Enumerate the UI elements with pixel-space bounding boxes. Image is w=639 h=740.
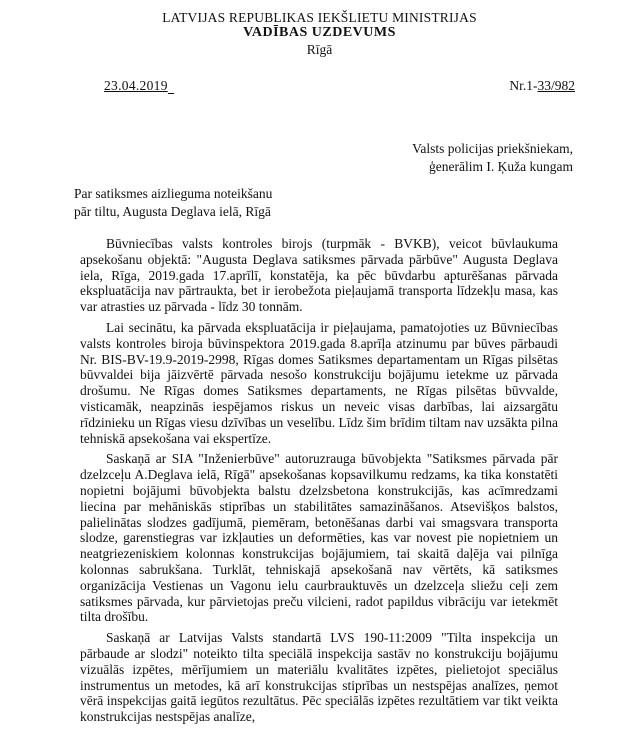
- document-number: [509, 78, 575, 94]
- body-paragraph-4: Saskaņā ar Latvijas Valsts standartā LVS 190-11:2009 "Tilta inspekcija un pārbaude ar slodzi" noteikto tilta speciālā inspekcija sastāv no konstrukciju bojājumu vizuālās izpētes, mērījumiem un materiālu kvalitātes izpētes, pielietojot speciālus instrumentus un metodes, kā arī konstrukcijas stiprības un nestspējas analīzes, ņemot vērā inspekcijas gaitā iegūtos rezultātus. Pēc speciālās izpētes rezultātiem var tikt veikta konstrukcijas nestspējas analīze,: [80, 630, 558, 725]
- body-paragraph-2: Lai secinātu, ka pārvada ekspluatācija ir pieļaujama, pamatojoties uz Būvniecības valsts kontroles biroja būvinspektora 2019.gada 8.aprīļa atzinumu par būves pārbaudi Nr. BIS-BV-19.9-2019-2998, Rīgas domes Satiksmes departamentam un Rīgas pilsētas būvvaldei bija jāizvērtē pārvada nesošo konstrukciju bojājumu ietekme uz pārvada drošumu. Ne Rīgas domes Satiksmes departaments, ne Rīgas pilsētas būvvalde, visticamāk, neapzinās iespējamos riskus un neveic visas darbības, lai aizsargātu rīdzinieku un Rīgas viesu dzīvības un veselību. Līdz šim brīdim tiltam nav uzsākta pilna tehniskā apsekošana vai ekspertīze.: [80, 319, 558, 446]
- recipient-line-1: Valsts policijas priekšniekam,: [412, 141, 573, 156]
- document-number-value: 33/982: [537, 78, 575, 93]
- document-city: Rīgā: [306, 42, 333, 57]
- recipient-line-2: ģenerālim I. Ķuža kungam: [429, 159, 573, 174]
- body-paragraph-1: Būvniecības valsts kontroles birojs (turpmāk - BVKB), veicot būvlaukuma apsekošanu objektā: "Augusta Deglava satiksmes pārvada pārbūve" Augusta Deglava iela, Rīga, 2019.gada 17.aprīlī, konstatēja, ka pēc būvdarbu apturēšanas pārvada ekspluatācija nav pārtraukta, bet ir ierobežota pieļaujamā transporta līdzekļu masa, kas var atrasties uz pārvada - līdz 30 tonnām.: [80, 236, 558, 315]
- document-body: [80, 236, 558, 730]
- document-date: 23.04.2019: [104, 78, 168, 93]
- document-title: VADĪBAS UZDEVUMS: [243, 25, 396, 40]
- date-underline: [168, 93, 174, 94]
- document-number-prefix: Nr.1-: [509, 78, 538, 93]
- body-paragraph-3: Saskaņā ar SIA "Inženierbūve" autoruzrauga būvobjekta "Satiksmes pārvada pār dzelzceļu A.Deglava ielā, Rīgā" apsekošanas kopsavilkumu redzams, ka tika konstatēti nopietni bojājumi būvobjekta balstu dzelzsbetona konstrukcijās, kas acīmredzami liecina par mehāniskās stiprības un stabilitātes samazināšanos. Atsevišķos balstos, palielinātas slodzes gadījumā, piemēram, betonēšanas darbi vai smagsvara transporta slodze, garenstiegras var izkļauties un deformēties, kas var novest pie nopietniem un neatgriezeniskiem kolonnas konstrukcijas bojājumiem, tai skaitā daļēja vai pilnīga kolonnas sabrukšana. Turklāt, tehniskajā apsekošanā nav vērtēts, kā satiksmes organizācija Vestienas un Vagonu ielu caurbrauktuvēs un dzelzceļa sliežu ceļi zem satiksmes pārvada, kur pārvietojas preču vilcieni, radot papildus vibrāciju var ietekmēt tilta drošību.: [80, 451, 558, 625]
- subject-line-1: Par satiksmes aizlieguma noteikšanu: [74, 186, 273, 201]
- ministry-heading: LATVIJAS REPUBLIKAS IEKŠLIETU MINISTRIJAS: [162, 10, 477, 25]
- subject-line-2: pār tiltu, Augusta Deglava ielā, Rīgā: [74, 204, 271, 219]
